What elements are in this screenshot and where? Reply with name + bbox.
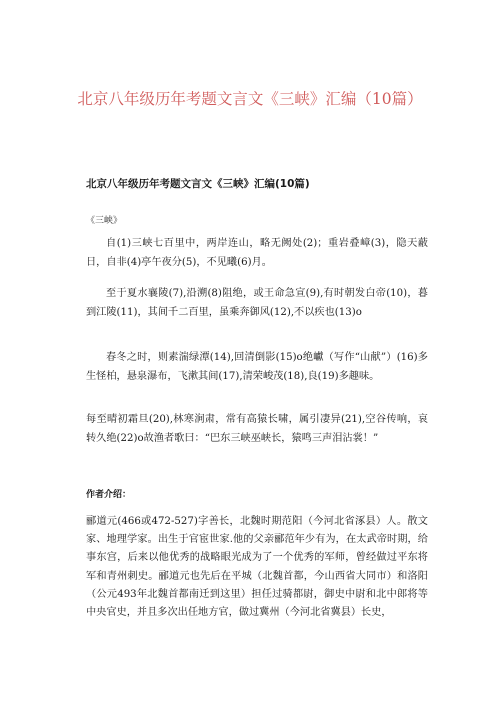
section-label-sanxia: 《三峡》	[86, 216, 123, 226]
text-paragraph-3: 春冬之时，则素湍绿潭(14),回清倒影(15)o绝巘（写作“山献”）(16)多生怪柏，悬泉瀑布，飞漱其间(17),清荣峻茂(18),良(19)多趣味。	[86, 352, 428, 382]
author-intro-label: 作者介绍：	[86, 490, 132, 500]
document-subtitle: 北京八年级历年考题文言文《三峡》汇编(10篇)	[86, 178, 310, 190]
text-paragraph-4: 每至晴初霜旦(20),林寒涧肃，常有高猿长啸，属引凄异(21),空谷传响，哀转久绝(22)o故渔者歌曰：“巴东三峡巫峡长，猿鸣三声泪沾裳！”	[86, 414, 428, 444]
author-intro-paragraph: 郦道元(466或472-527)字善长，北魏时期范阳（今河北省涿县）人。散文家、地理学家。出生于官宦世家.他的父亲郦范年少有为，在太武帝时期，给事东宫，后来以他优秀的战略眼光成为了一个优秀的军师，曾经做过平东将军和青州刺史。郦道元也先后在平城（北魏首都，今山西省大同市）和洛阳（公元493年北魏首都南迁到这里）担任过骑都尉，御史中尉和北中郎将等中央官史，并且多次出任地方官，做过冀州（今河北省冀县）长史，	[86, 516, 428, 619]
text-paragraph-2: 至于夏水襄陵(7),沿溯(8)阻绝，或王命急宣(9),有时朝发白帝(10)，暮到江陵(11)，其间千二百里，虽乘奔御风(12),不以疾也(13)o	[86, 288, 428, 318]
text-paragraph-1: 自(1)三峡七百里中，两岸连山，略无阙处(2)；重岩叠嶂(3)，隐天蔽日，自非(4)亭午夜分(5)，不见曦(6)月。	[86, 238, 428, 268]
document-title: 北京八年级历年考题文言文《三峡》汇编（10篇）	[77, 90, 423, 108]
